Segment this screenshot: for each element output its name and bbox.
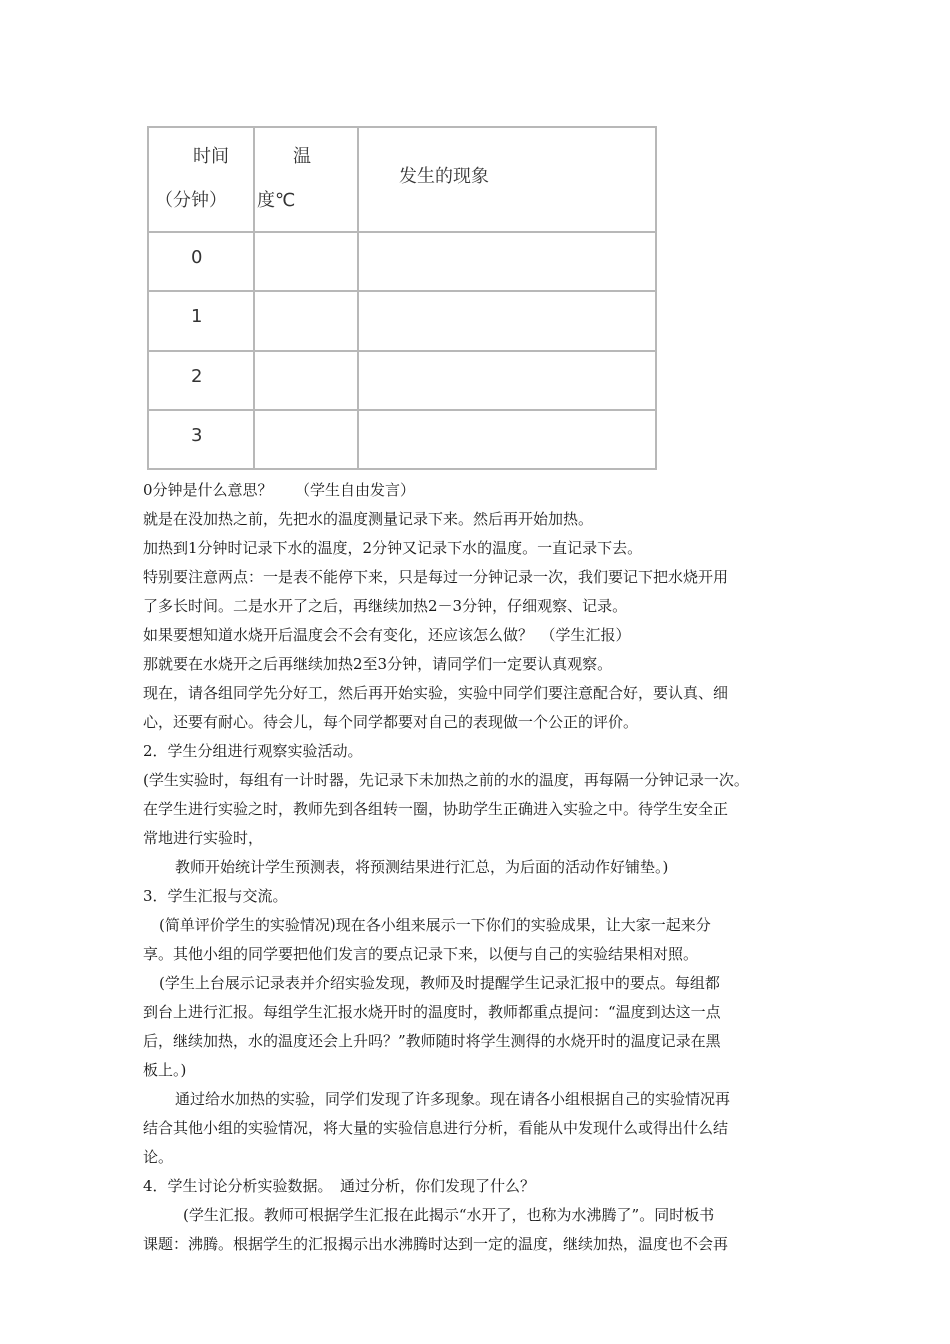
table-row <box>148 410 656 469</box>
temperature-cell <box>254 351 358 410</box>
phenomenon-cell <box>358 291 656 350</box>
paragraph-line: 享。其他小组的同学要把他们发言的要点记录下来，以便与自己的实验结果相对照。 <box>143 945 699 963</box>
temperature-record-table <box>147 126 657 470</box>
header-temperature-cell <box>254 127 358 232</box>
minute-value: 3 <box>191 424 203 446</box>
paragraph-line: 3．学生汇报与交流。 <box>143 887 288 905</box>
header-time-label: 时间 <box>193 146 229 167</box>
header-time-cell <box>148 127 254 232</box>
paragraph-line: 课题：沸腾。根据学生的汇报揭示出水沸腾时达到一定的温度，继续加热，温度也不会再 <box>143 1235 729 1253</box>
minute-value: 0 <box>191 247 203 269</box>
paragraph-line: 到台上进行汇报。每组学生汇报水烧开时的温度时，教师都重点提问：“温度到达这一点 <box>143 1003 721 1021</box>
header-time-unit: （分钟） <box>155 190 227 211</box>
paragraph-line: 现在，请各组同学先分好工，然后再开始实验，实验中同学们要注意配合好，要认真、细 <box>143 684 729 702</box>
paragraph-line: 通过给水加热的实验，同学们发现了许多现象。现在请各小组根据自己的实验情况再 <box>175 1090 731 1108</box>
paragraph-line: (学生实验时，每组有一计时器，先记录下未加热之前的水的温度，再每隔一分钟记录一次。 <box>143 771 749 789</box>
paragraph-line: 如果要想知道水烧开后温度会不会有变化，还应该怎么做？ （学生汇报） <box>143 626 631 644</box>
paragraph-line: 加热到1分钟时记录下水的温度，2分钟又记录下水的温度。一直记录下去。 <box>143 539 643 557</box>
table-header-row <box>148 127 656 232</box>
paragraph-line: 2．学生分组进行观察实验活动。 <box>143 742 363 760</box>
paragraph-line: 结合其他小组的实验情况，将大量的实验信息进行分析，看能从中发现什么或得出什么结 <box>143 1119 729 1137</box>
paragraph-line: (学生上台展示记录表并介绍实验发现，教师及时提醒学生记录汇报中的要点。每组都 <box>159 974 720 992</box>
paragraph-line: 了多长时间。二是水开了之后，再继续加热2－3分钟，仔细观察、记录。 <box>143 597 628 615</box>
paragraph-line: 后，继续加热，水的温度还会上升吗？”教师随时将学生测得的水烧开时的温度记录在黑 <box>143 1032 721 1050</box>
temperature-cell <box>254 232 358 291</box>
minute-cell <box>148 410 254 469</box>
minute-cell <box>148 232 254 291</box>
header-phenomenon-cell <box>358 127 656 232</box>
minute-cell <box>148 291 254 350</box>
paragraph-line: 4．学生讨论分析实验数据。 通过分析，你们发现了什么？ <box>143 1177 536 1195</box>
header-temperature-label-part2: 度℃ <box>257 190 296 211</box>
phenomenon-cell <box>358 351 656 410</box>
paragraph-line: 板上。) <box>143 1061 187 1079</box>
paragraph-line: (简单评价学生的实验情况)现在各小组来展示一下你们的实验成果，让大家一起来分 <box>159 916 711 934</box>
paragraph-line: 心，还要有耐心。待会儿，每个同学都要对自己的表现做一个公正的评价。 <box>143 713 639 731</box>
paragraph-line: 常地进行实验时， <box>143 829 264 847</box>
minute-cell <box>148 351 254 410</box>
header-temperature-label-part1: 温 <box>293 146 311 167</box>
table-row <box>148 351 656 410</box>
phenomenon-cell <box>358 410 656 469</box>
table-row <box>148 291 656 350</box>
phenomenon-cell <box>358 232 656 291</box>
paragraph-line: 0分钟是什么意思？ （学生自由发言） <box>143 481 416 499</box>
paragraph-line: 那就要在水烧开之后再继续加热2至3分钟，请同学们一定要认真观察。 <box>143 655 613 673</box>
paragraph-line: 教师开始统计学生预测表，将预测结果进行汇总，为后面的活动作好铺垫。) <box>175 858 669 876</box>
temperature-cell <box>254 291 358 350</box>
lesson-text <box>143 476 823 1259</box>
paragraph-line: 特别要注意两点：一是表不能停下来，只是每过一分钟记录一次，我们要记下把水烧开用 <box>143 568 729 586</box>
minute-value: 2 <box>191 365 203 387</box>
paragraph-line: 在学生进行实验之时，教师先到各组转一圈，协助学生正确进入实验之中。待学生安全正 <box>143 800 729 818</box>
paragraph-line: (学生汇报。教师可根据学生汇报在此揭示“水开了，也称为水沸腾了”。同时板书 <box>183 1206 715 1224</box>
header-phenomenon-label: 发生的现象 <box>399 166 489 187</box>
paragraph-line: 就是在没加热之前，先把水的温度测量记录下来。然后再开始加热。 <box>143 510 594 528</box>
minute-value: 1 <box>191 306 203 328</box>
table-row <box>148 232 656 291</box>
temperature-cell <box>254 410 358 469</box>
paragraph-line: 论。 <box>143 1148 174 1166</box>
